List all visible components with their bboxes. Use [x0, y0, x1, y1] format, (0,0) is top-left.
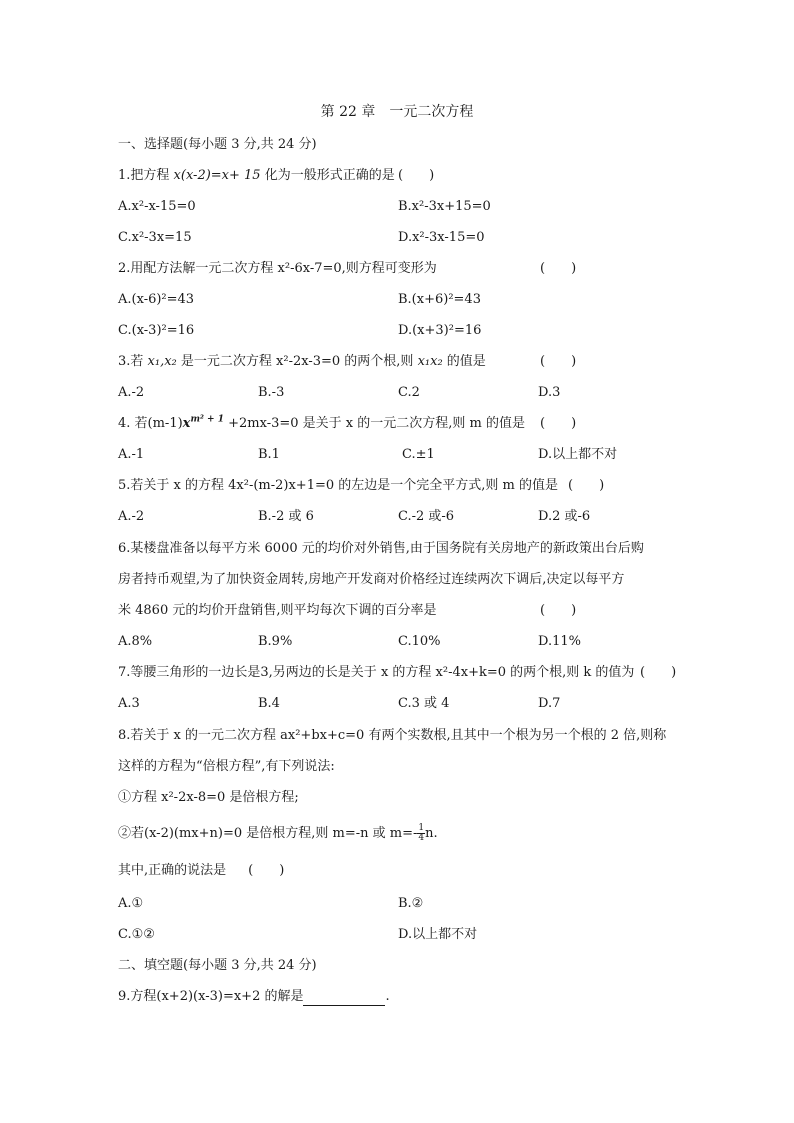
q2-option-d: D.(x+3)²=16	[398, 323, 482, 338]
question-8-conclusion-text: 其中,正确的说法是	[118, 863, 227, 878]
question-8-line-2: 这样的方程为“倍根方程”,有下列说法:	[118, 759, 335, 774]
q4-option-b: B.1	[258, 447, 280, 462]
q8-option-c: C.①②	[118, 927, 155, 942]
q7-option-a: A.3	[118, 696, 140, 711]
q7-option-c: C.3 或 4	[398, 696, 450, 711]
q3-option-d: D.3	[538, 385, 561, 400]
answer-paren-7: ( )	[640, 665, 677, 680]
question-1-pre: 1.把方程	[118, 168, 174, 183]
q3-option-a: A.-2	[118, 385, 145, 400]
q2-option-b: B.(x+6)²=43	[398, 292, 481, 307]
question-4-stem	[118, 415, 525, 433]
q8-option-d: D.以上都不对	[398, 927, 478, 942]
question-3-product: x₁x₂	[417, 354, 443, 369]
q5-option-b: B.-2 或 6	[258, 509, 314, 524]
q6-option-b: B.9%	[258, 634, 293, 649]
answer-paren-5: ( )	[568, 478, 605, 493]
fraction-one-quarter	[417, 824, 425, 843]
question-3-mid: 是一元二次方程 x²-2x-3=0 的两个根,则	[176, 354, 418, 369]
question-8-conclusion	[118, 862, 284, 880]
question-6-line-1: 6.某楼盘准备以每平方米 6000 元的均价对外销售,由于国务院有关房地产的新政策出台后购	[118, 541, 644, 556]
q4-option-c: C.±1	[402, 447, 435, 462]
question-3-post: 的值是	[442, 354, 486, 369]
q7-option-d: D.7	[538, 696, 561, 711]
question-5-stem: 5.若关于 x 的方程 4x²-(m-2)x+1=0 的左边是一个完全平方式,则 m 的值是	[118, 478, 558, 493]
question-8-statement-1: ①方程 x²-2x-8=0 是倍根方程;	[118, 790, 299, 805]
question-6-line-3: 米 4860 元的均价开盘销售,则平均每次下调的百分率是	[118, 603, 437, 618]
q1-option-a: A.x²-x-15=0	[118, 199, 196, 214]
q6-option-d: D.11%	[538, 634, 581, 649]
answer-paren-8: ( )	[248, 863, 285, 878]
q2-option-a: A.(x-6)²=43	[118, 292, 195, 307]
question-8-statement-2	[118, 824, 438, 843]
page-title: 第 22 章 一元二次方程	[320, 104, 474, 120]
q5-option-d: D.2 或-6	[538, 509, 591, 524]
q5-option-a: A.-2	[118, 509, 145, 524]
question-8-statement-2-pre: ②若(x-2)(mx+n)=0 是倍根方程,则 m=-n 或 m=-	[118, 826, 418, 841]
question-4-base: x	[182, 416, 191, 431]
answer-paren-2: ( )	[540, 261, 577, 276]
answer-blank-9[interactable]	[303, 991, 385, 1006]
question-4-post: +2mx-3=0 是关于 x 的一元二次方程,则 m 的值是	[223, 416, 525, 431]
question-8-statement-2-post: n.	[425, 826, 438, 841]
q6-option-c: C.10%	[398, 634, 441, 649]
question-3-roots: x₁,x₂	[147, 354, 177, 369]
question-4-exponent: m² + 1	[190, 414, 224, 425]
q6-option-a: A.8%	[118, 634, 153, 649]
q1-option-c: C.x²-3x=15	[118, 230, 192, 245]
fraction-denominator: 4	[418, 833, 425, 843]
answer-paren-1: ( )	[398, 168, 435, 183]
question-3-pre: 3.若	[118, 354, 148, 369]
question-1-equation: x(x-2)=x+ 15	[173, 168, 261, 183]
question-1-stem	[118, 167, 395, 185]
question-9-pre: 9.方程(x+2)(x-3)=x+2 的解是	[118, 989, 304, 1004]
q1-option-d: D.x²-3x-15=0	[398, 230, 485, 245]
answer-paren-4: ( )	[540, 416, 577, 431]
question-9-post: .	[385, 989, 390, 1004]
q3-option-c: C.2	[398, 385, 420, 400]
answer-paren-3: ( )	[540, 354, 577, 369]
q3-option-b: B.-3	[258, 385, 285, 400]
question-4-pre: 4. 若(m-1)	[118, 416, 183, 431]
q1-option-b: B.x²-3x+15=0	[398, 199, 491, 214]
fraction-numerator: 1	[418, 823, 425, 833]
q8-option-b: B.②	[398, 896, 424, 911]
q4-option-a: A.-1	[118, 447, 145, 462]
q2-option-c: C.(x-3)²=16	[118, 323, 195, 338]
question-3-stem	[118, 353, 486, 371]
section-heading-choice: 一、选择题(每小题 3 分,共 24 分)	[118, 137, 317, 152]
q7-option-b: B.4	[258, 696, 280, 711]
question-6-line-2: 房者持币观望,为了加快资金周转,房地产开发商对价格经过连续两次下调后,决定以每平方	[118, 572, 625, 587]
question-1-post: 化为一般形式正确的是	[260, 168, 395, 183]
section-heading-fill: 二、填空题(每小题 3 分,共 24 分)	[118, 958, 317, 973]
q4-option-d: D.以上都不对	[538, 447, 618, 462]
q5-option-c: C.-2 或-6	[398, 509, 455, 524]
question-9-stem	[118, 988, 390, 1006]
question-7-stem: 7.等腰三角形的一边长是3,另两边的长是关于 x 的方程 x²-4x+k=0 的两个根,则 k 的值为	[118, 665, 635, 680]
question-2-stem: 2.用配方法解一元二次方程 x²-6x-7=0,则方程可变形为	[118, 261, 437, 276]
question-8-line-1: 8.若关于 x 的一元二次方程 ax²+bx+c=0 有两个实数根,且其中一个根为另一个根的 2 倍,则称	[118, 728, 667, 743]
answer-paren-6: ( )	[540, 603, 577, 618]
q8-option-a: A.①	[118, 896, 144, 911]
